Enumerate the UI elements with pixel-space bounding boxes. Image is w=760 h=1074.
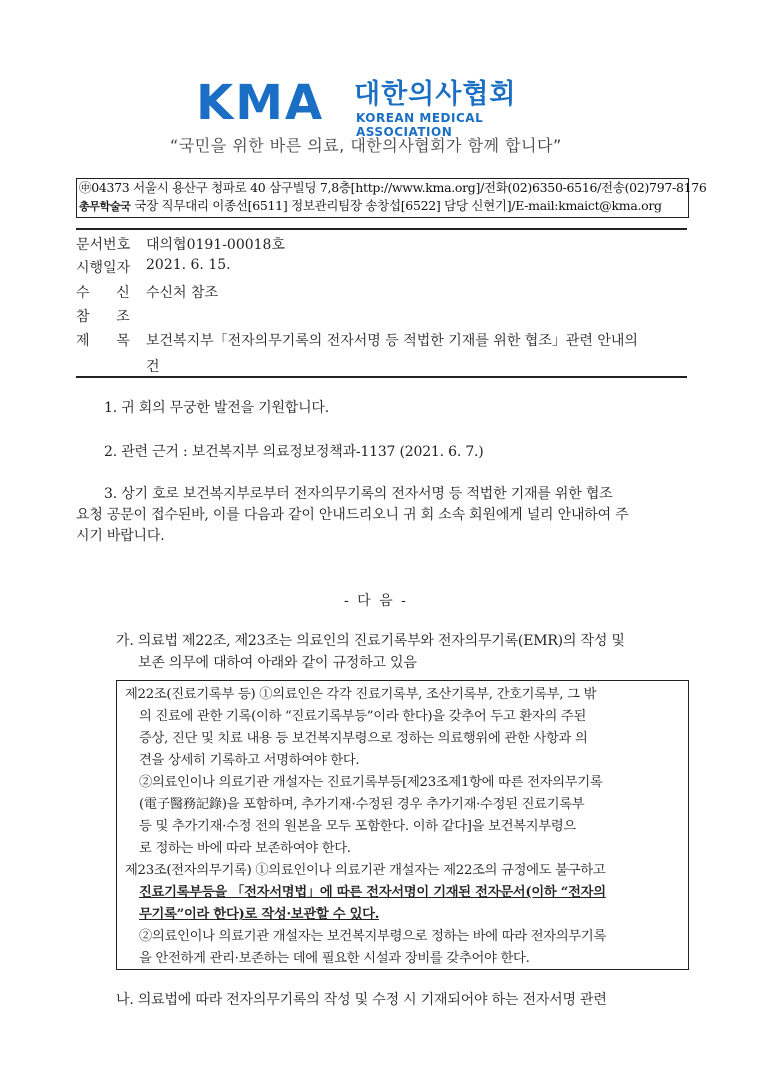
law-line: 등 및 추가기재·수정 전의 원본을 모두 포함한다. 이하 같다]을 보건복지부령으 xyxy=(139,819,576,834)
slogan: “국민을 위한 바른 의료, 대한의사협회가 함께 합니다” xyxy=(170,136,562,155)
recipient-row xyxy=(76,282,219,302)
item-ga-line-2: 보존 의무에 대하여 아래와 같이 규정하고 있음 xyxy=(138,655,417,671)
logo-letters: KMA xyxy=(196,75,325,131)
subject-row xyxy=(76,330,638,350)
law-line: 로 정하는 바에 따라 보존하여야 한다. xyxy=(139,841,351,856)
law-line-emphasized: 무기록”이라 한다)로 작성·보관할 수 있다. xyxy=(139,907,380,922)
doc-number-row xyxy=(76,234,285,254)
reference-label: 참 조 xyxy=(76,309,130,325)
subject-label: 제 목 xyxy=(76,333,130,349)
law-quote-box xyxy=(116,680,689,970)
paragraph-3-line-3: 시기 바랍니다. xyxy=(76,528,165,544)
subject-line-1: 보건복지부「전자의무기록의 전자서명 등 적법한 기재를 위한 협조」관련 안내의 xyxy=(146,333,638,349)
paragraph-3-line-1: 3. 상기 호로 보건복지부로부터 전자의무기록의 전자서명 등 적법한 기재를 위한 협조 xyxy=(104,486,613,502)
subject-line-2: 건 xyxy=(146,359,160,375)
date-label: 시행일자 xyxy=(76,260,131,276)
recipient-label: 수 신 xyxy=(76,285,130,301)
staff-contacts: 국장 직무대리 이종선[6511] 정보관리팀장 송창섭[6522] 담당 신현기]/E-mail:kmaict@kma.org xyxy=(130,198,662,213)
date-value: 2021. 6. 15. xyxy=(146,257,231,273)
next-heading: - 다 음 - xyxy=(344,593,408,609)
law-line: 증상, 진단 및 치료 내용 등 보건복지부령으로 정하는 의료행위에 관한 사항과 의 xyxy=(139,731,588,746)
staff-line xyxy=(77,197,688,216)
logo-korean-name: 대한의사협회 xyxy=(354,79,517,110)
reference-row xyxy=(76,306,144,326)
law-line: ②의료인이나 의료기관 개설자는 보건복지부령으로 정하는 바에 따라 전자의무기록 xyxy=(139,929,607,944)
law-line: (電子醫務記錄)을 포함하며, 추가기재·수정된 경우 추가기재·수정된 진료기록부 xyxy=(139,797,585,812)
meta-top-rule xyxy=(76,228,687,230)
law-line-emphasized: 진료기록부등을 「전자서명법」에 따른 전자서명이 기재된 전자문서(이하 “전자의 xyxy=(139,885,606,900)
item-ga-line-1: 가. 의료법 제22조, 제23조는 의료인의 진료기록부와 전자의무기록(EMR)의 작성 및 xyxy=(116,633,625,649)
law-line: 을 안전하게 관리·보존하는 데에 필요한 시설과 장비를 갖추어야 한다. xyxy=(139,951,530,966)
paragraph-3-line-2: 요청 공문이 접수된바, 이를 다음과 같이 안내드리오니 귀 회 소속 회원에게 널리 안내하여 주 xyxy=(76,507,629,523)
paragraph-1: 1. 귀 회의 무궁한 발전을 기원합니다. xyxy=(104,400,329,416)
item-na-line-1: 나. 의료법에 따라 전자의무기록의 작성 및 수정 시 기재되어야 하는 전자서명 관련 xyxy=(116,992,607,1008)
paragraph-2: 2. 관련 근거 : 보건복지부 의료정보정책과-1137 (2021. 6. 7.) xyxy=(104,444,484,460)
date-row xyxy=(76,257,231,277)
doc-number-label: 문서번호 xyxy=(76,237,131,253)
law-line: 의 진료에 관한 기록(이하 “진료기록부등”이라 한다)을 갖추어 두고 환자의 주된 xyxy=(139,709,586,724)
law-line: 제22조(진료기록부 등) ①의료인은 각각 진료기록부, 조산기록부, 간호기록부, 그 밖 xyxy=(125,687,597,702)
contact-box xyxy=(76,178,707,218)
kma-logo xyxy=(196,75,566,139)
dept-name: 총무학술국 xyxy=(79,200,131,213)
doc-number-value: 대의협0191-00018호 xyxy=(146,237,285,253)
law-line: 제23조(전자의무기록) ①의료인이나 의료기관 개설자는 제22조의 규정에도 불구하고 xyxy=(125,863,606,878)
logo-english-name: KOREAN MEDICAL ASSOCIATION xyxy=(356,111,484,139)
law-line: 견을 상세히 기록하고 서명하여야 한다. xyxy=(139,753,360,768)
recipient-value: 수신처 참조 xyxy=(146,285,219,301)
address-line: ㊥04373 서울시 용산구 청파로 40 삼구빌딩 7,8층[http://www.kma.org]/전화(02)6350-6516/전송(02)797-8176 xyxy=(79,180,707,195)
law-line: ②의료인이나 의료기관 개설자는 진료기록부등[제23조제1항에 따른 전자의무기록 xyxy=(139,775,603,790)
meta-bottom-rule xyxy=(76,376,687,378)
